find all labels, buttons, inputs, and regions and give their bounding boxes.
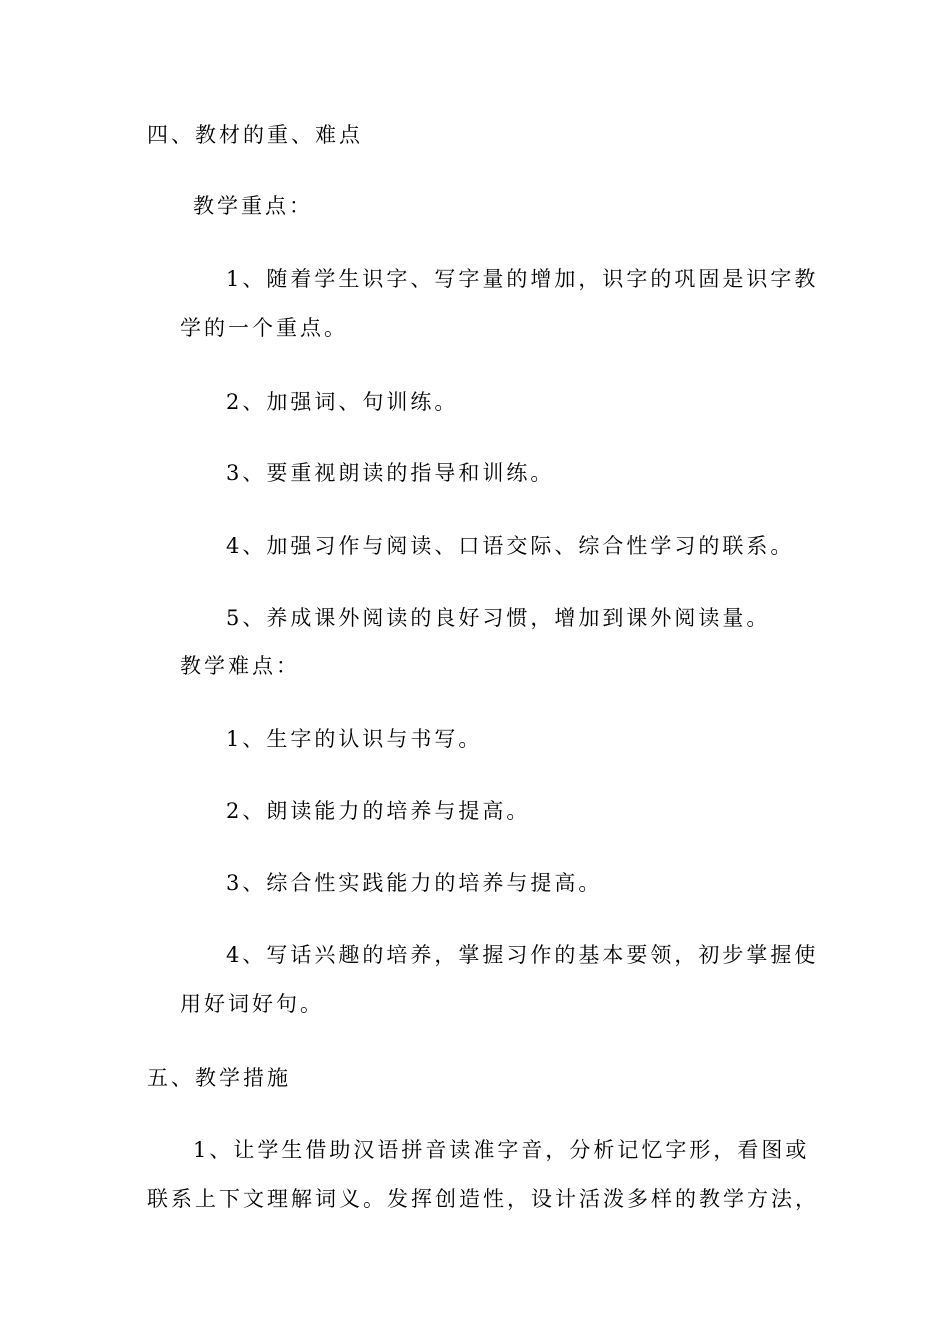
difficulty-2: 2、朗读能力的培养与提高。 — [226, 799, 531, 823]
measure-1-line-1: 1、让学生借助汉语拼音读准字音，分析记忆字形，看图或 — [193, 1138, 810, 1162]
difficulty-1: 1、生字的认识与书写。 — [226, 727, 483, 751]
section-heading-5: 五、教学措施 — [147, 1066, 291, 1090]
key-point-2: 2、加强词、句训练。 — [226, 390, 459, 414]
measure-1-line-2: 联系上下文理解词义。发挥创造性，设计活泼多样的教学方法， — [147, 1187, 819, 1211]
section-heading-4: 四、教材的重、难点 — [147, 123, 363, 147]
key-point-5: 5、养成课外阅读的良好习惯，增加到课外阅读量。 — [226, 606, 771, 630]
key-point-4: 4、加强习作与阅读、口语交际、综合性学习的联系。 — [226, 534, 795, 558]
difficulty-3: 3、综合性实践能力的培养与提高。 — [226, 871, 603, 895]
key-points-label: 教学重点： — [193, 194, 313, 218]
key-point-1-line-1: 1、随着学生识字、写字量的增加，识字的巩固是识字教 — [226, 267, 819, 291]
key-point-1-line-2: 学的一个重点。 — [180, 316, 348, 340]
difficulty-4-line-1: 4、写话兴趣的培养，掌握习作的基本要领，初步掌握使 — [226, 943, 819, 967]
key-point-3: 3、要重视朗读的指导和训练。 — [226, 461, 555, 485]
difficulties-label: 教学难点： — [180, 654, 300, 678]
difficulty-4-line-2: 用好词好句。 — [180, 992, 324, 1016]
